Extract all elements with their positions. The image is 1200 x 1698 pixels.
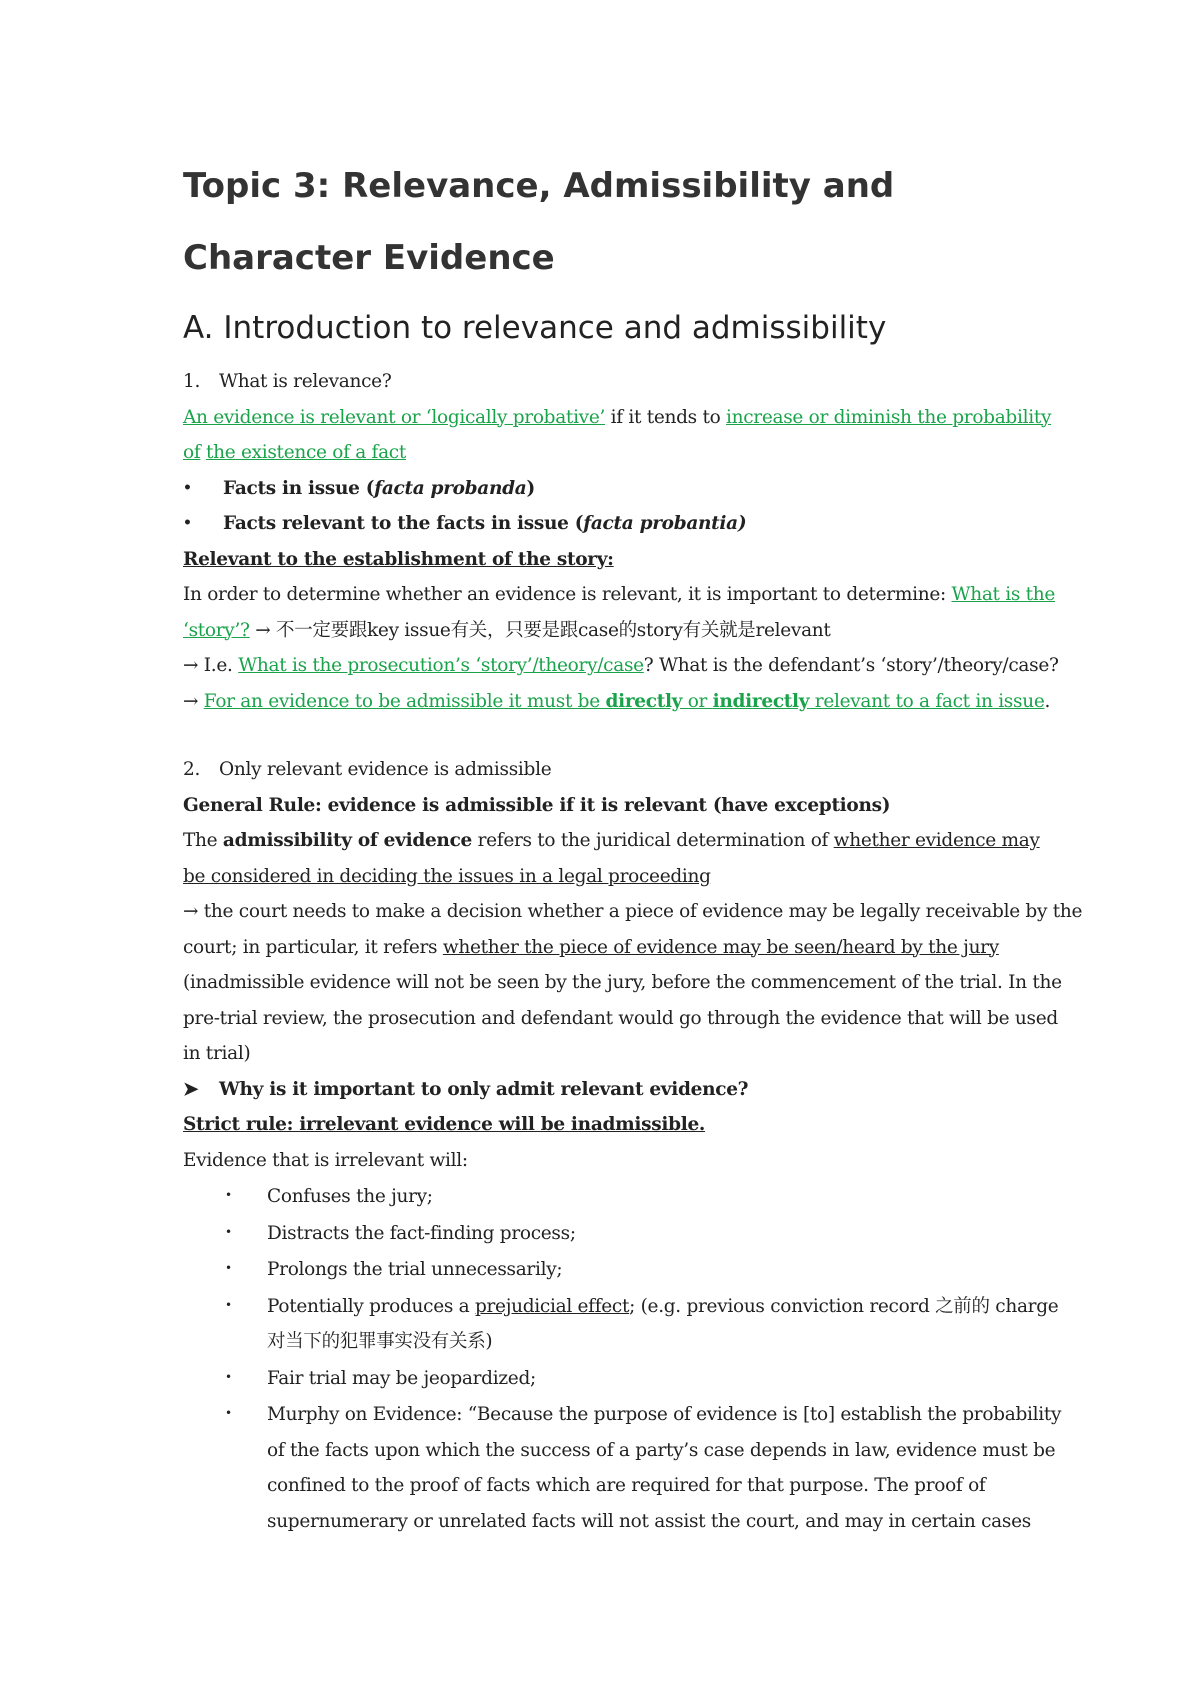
bullet-facts-relevant: • Facts relevant to the facts in issue (facta probantia) — [183, 506, 1033, 542]
general-rule: General Rule: evidence is admissible if it is relevant (have exceptions) — [183, 794, 891, 816]
item-2-number: 2. — [183, 759, 201, 780]
definition-green-1: An evidence is relevant or ‘logically probative’ — [183, 406, 606, 428]
list-item: • Distracts the fact-finding process; — [183, 1215, 1033, 1252]
bullet-icon: • — [225, 1224, 232, 1239]
bullet-icon: • — [225, 1369, 232, 1384]
item-1-heading — [183, 364, 1033, 400]
spacer — [183, 719, 1033, 752]
document-body — [183, 150, 1083, 1539]
definition-plain: if it tends to — [605, 406, 727, 428]
arrow-bullet-icon: ➤ — [183, 1078, 199, 1100]
bullet-icon: • — [225, 1406, 232, 1420]
admissible-line: → For an evidence to be admissible it must be directly or indirectly relevant to a fact in issue. — [183, 690, 1051, 712]
list-item: • Fair trial may be jeopardized; — [183, 1360, 1033, 1397]
ie-line: → I.e. What is the prosecution’s ‘story’/theory/case? What is the defendant’s ‘story’/theory/case? — [183, 655, 1059, 676]
list-item-continuation: confined to the proof of facts which are required for that purpose. The proof of — [267, 1475, 986, 1496]
item-1-label: What is relevance? — [219, 371, 392, 392]
court-line-2: court; in particular, it refers whether the piece of evidence may be seen/heard by the jury — [183, 936, 999, 958]
strict-rule: Strict rule: irrelevant evidence will be inadmissible. — [183, 1114, 706, 1135]
list-item: • Confuses the jury; — [183, 1178, 1033, 1215]
paren-line-2: pre-trial review, the prosecution and defendant would go through the evidence that will be used — [183, 1007, 1058, 1029]
why-question: ➤ Why is it important to only admit relevant evidence? — [183, 1072, 1033, 1108]
title-line-1: Topic 3: Relevance, Admissibility and — [183, 166, 895, 206]
definition-green-2: increase or diminish the probability — [726, 406, 1052, 428]
item-2-heading — [183, 752, 1033, 788]
bullet-icon: • — [183, 515, 192, 531]
paren-line-3: in trial) — [183, 1043, 251, 1064]
definition-green-4: the existence of a fact — [205, 442, 406, 463]
relevance-definition-line-2 — [183, 435, 1033, 471]
story-line-1: In order to determine whether an evidence is relevant, it is important to determine: What is the — [183, 584, 1056, 605]
section-a-heading: A. Introduction to relevance and admissibility — [183, 310, 887, 346]
irrelevant-intro: Evidence that is irrelevant will: — [183, 1149, 468, 1171]
item-1-number: 1. — [183, 371, 201, 392]
bullet-icon: • — [183, 479, 192, 496]
list-item: • Potentially produces a prejudicial effect; (e.g. previous conviction record 之前的 charge — [183, 1288, 1033, 1325]
definition-green-3: of — [183, 442, 201, 463]
list-item-continuation: of the facts upon which the success of a party’s case depends in law, evidence must be — [267, 1439, 1056, 1461]
list-item-continuation: supernumerary or unrelated facts will not assist the court, and may in certain cases — [267, 1510, 1031, 1532]
story-line-2: ‘story’? → 不一定要跟key issue有关，只要是跟case的story有关就是relevant — [183, 619, 831, 641]
paren-line-1: (inadmissible evidence will not be seen by the jury, before the commencement of the trial. In the — [183, 972, 1062, 993]
item-2-label: Only relevant evidence is admissible — [219, 759, 552, 780]
court-line-1: → the court needs to make a decision whether a piece of evidence may be legally receivable by the — [183, 901, 1083, 922]
bullet-icon: • — [225, 1297, 232, 1312]
title-line-2: Character Evidence — [183, 238, 555, 278]
page-title — [183, 150, 1033, 294]
list-item: • Murphy on Evidence: “Because the purpose of evidence is [to] establish the probability — [183, 1396, 1033, 1433]
bullet-facts-in-issue: • Facts in issue (facta probanda) — [183, 471, 1033, 507]
list-item-continuation: 对当下的犯罪事实没有关系) — [267, 1331, 493, 1352]
admissibility-line-2: be considered in deciding the issues in a legal proceeding — [183, 865, 711, 887]
list-item: • Prolongs the trial unnecessarily; — [183, 1251, 1033, 1288]
admissibility-line-1: The admissibility of evidence refers to the juridical determination of whether evidence may — [183, 830, 1040, 851]
relevance-definition-line-1 — [183, 400, 1052, 436]
story-heading: Relevant to the establishment of the story: — [183, 548, 614, 570]
bullet-icon: • — [225, 1261, 232, 1275]
bullet-icon: • — [225, 1188, 232, 1202]
